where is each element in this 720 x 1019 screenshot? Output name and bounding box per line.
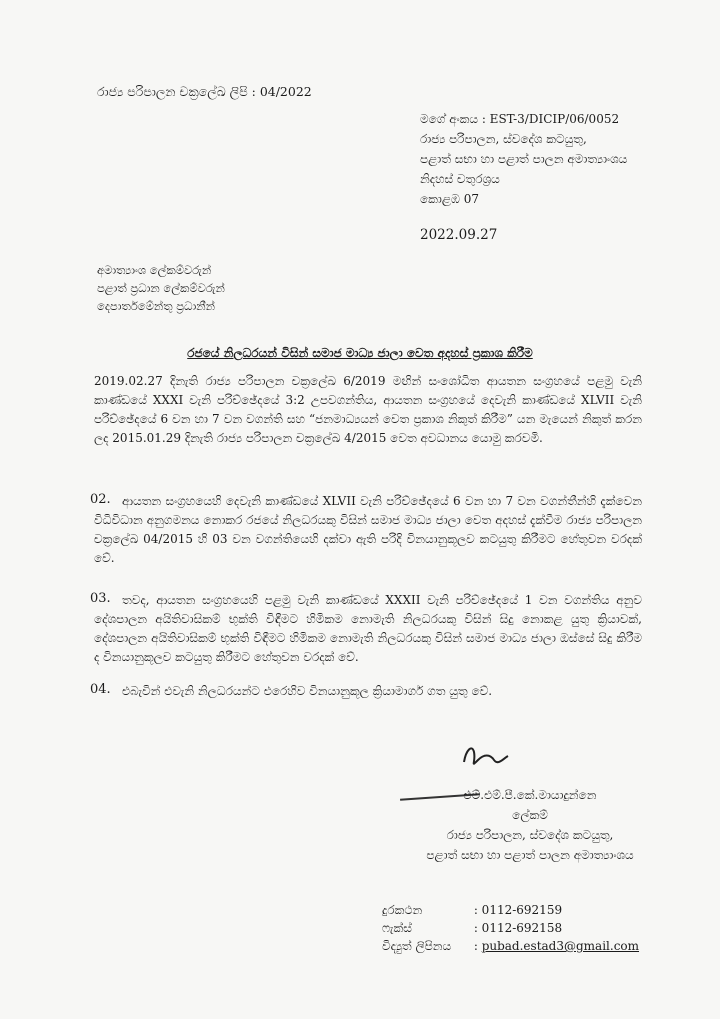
circular-number: රාජ්‍ය පරිපාලන චක්‍රලේඛ ලිපි : 04/2022 [97,84,312,99]
contact-block [382,901,639,955]
fax-label: ෆැක්ස් [382,921,412,935]
recipient: පළාත් ප්‍රධාන ලේකම්වරුන් [97,281,225,295]
subject-heading [0,346,720,361]
email-link[interactable]: pubad.estad3@gmail.com [481,939,640,953]
reference-number: මගේ අංකය : EST-3/DICIP/06/0052 [420,112,620,126]
address-line-2: කොළඹ 07 [420,192,479,206]
sender-block [420,109,627,209]
phone-label: දුරකථන [382,903,423,917]
signatory-ministry-1: රාජ්‍ය පරිපාලන, ස්වදේශ කටයුතු, [446,828,614,842]
email-label: විද්‍යුත් ලිපිනය [382,939,452,953]
phone-row [382,901,639,919]
paragraph-4: එබැවින් එවැනි නිලධරයන්ට එරෙහිව විනයානුකූල ක්‍රියාමාර්ග ගත යුතු වේ. [122,684,493,698]
paragraph-3: තවද, ආයතන සංග්‍රහයෙහි පළමු වැනි කාණ්ඩයේ XXXII වැනි පරිච්ඡේදයේ 1 වන වගන්තිය අනුව දේශපාලන අයිතිවාසිකම් භුක්ති විඳීමට හිමිකම නොමැති නිලධරයකු විසින් සිදු නොකළ යුතු ක්‍රියාවක්, දේශපාලන අයිතිවාසිකම් භුක්ති විඳීමට හිමිකම නොමැති නිලධරයකු විසින් සමාජ මාධ්‍ය ජාලා ඔස්සේ සිදු කිරීම ද විනයානුකූලව කටයුතු කිරීමට හේතුවන වරදක් වේ. [94,593,642,664]
email-row [382,937,639,955]
signatory-name: එම්.එම්.පී.කේ.මායාදුන්නෙ [463,788,597,802]
signatory-ministry-2: පළාත් සභා හා පළාත් පාලන අමාත්‍යාංශය [426,848,634,862]
recipients-block [97,261,225,315]
fax-value: : 0112-692158 [473,921,563,935]
subject-text: රජයේ නිලධරයන් විසින් සමාජ මාධ්‍ය ජාලා වෙත අදහස් ප්‍රකාශ කිරීම [187,346,533,360]
paragraph-4-number: 04. [90,682,111,697]
signatory-title: ලේකම් [512,808,548,822]
ministry-line-1: රාජ්‍ය පරිපාලන, ස්වදේශ කටයුතු, [420,132,587,146]
paragraph-3-number: 03. [90,591,111,606]
address-line-1: නිදහස් චතුරශ්‍රය [420,172,500,186]
letter-date: 2022.09.27 [420,227,498,243]
fax-row [382,919,639,937]
paragraph-2-number: 02. [90,492,111,507]
paragraph-2: ආයතන සංග්‍රහයෙහි දෙවැනි කාණ්ඩයේ XLVII වැනි පරිච්ඡේදයේ 6 වන හා 7 වන වගන්තීන්හි දැක්වෙන විධිවිධාන අනුගමනය නොකර රජයේ නිලධරයකු විසින් සමාජ මාධ්‍ය ජාලා වෙත අදහස් දැක්වීම රාජ්‍ය පරිපාලන චක්‍රලේඛ 04/2015 හි 03 වන වගන්තියෙහි දක්වා ඇති පරිදි විනයානුකූලව කටයුතු කිරීමට හේතුවන වරදක් වේ. [94,494,642,565]
recipient: අමාත්‍යාංශ ලේකම්වරුන් [97,263,212,277]
paragraph-1: 2019.02.27 දිනැති රාජ්‍ය පරිපාලන චක්‍රලේඛ 6/2019 මඟින් සංශෝධිත ආයතන සංග්‍රහයේ පළමු වැනි කාණ්ඩයේ XXXI වැනි පරිච්ඡේදයේ 3:2 උපවගන්තිය, ආයතන සංග්‍රහයේ දෙවැනි කාණ්ඩයේ XLVII වැනි පරිච්ඡේදයේ 6 වන හා 7 වන වගන්ති සහ “ජනමාධ්‍යයන් වෙත ප්‍රකාශ නිකුත් කිරීම” යන මැයෙන් නිකුත් කරන ලද 2015.01.29 දිනැති රාජ්‍ය පරිපාලන චක්‍රලේඛ 4/2015 වෙත අවධානය යොමු කරවමි. [94,374,642,445]
email-prefix: : [473,939,482,953]
recipient: දෙපාර්තමේන්තු ප්‍රධානීන් [97,299,215,313]
signature-mark [460,740,540,780]
phone-value: : 0112-692159 [473,903,563,917]
ministry-line-2: පළාත් සභා හා පළාත් පාලන අමාත්‍යාංශය [420,152,628,166]
